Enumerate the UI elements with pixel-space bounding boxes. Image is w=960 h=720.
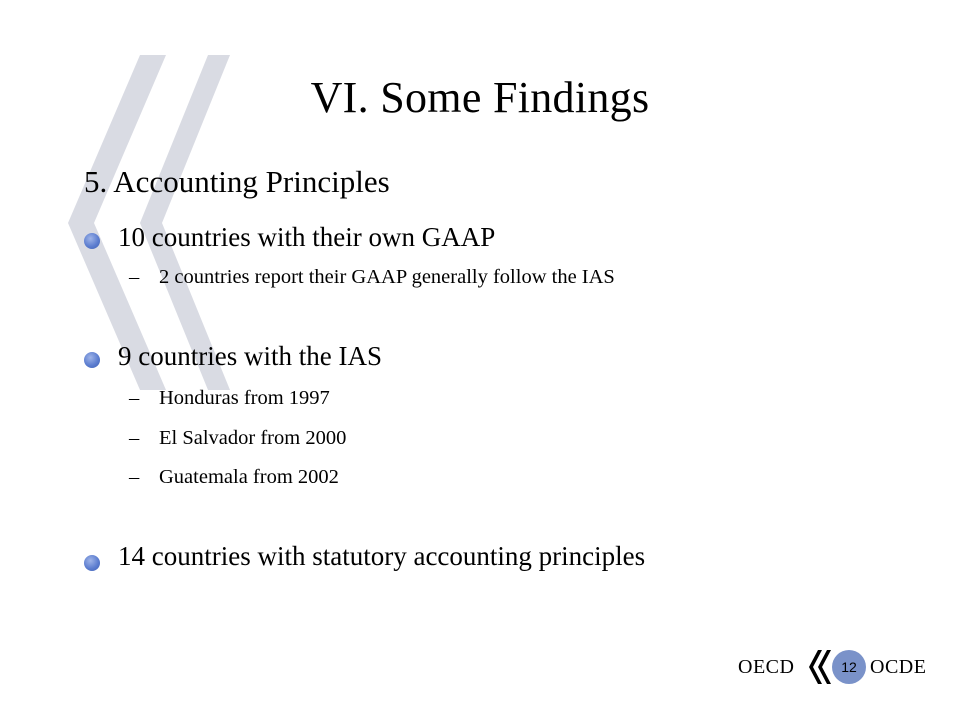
sub-bullet-item xyxy=(129,466,339,489)
bullet-dot-icon xyxy=(84,233,100,249)
sub-bullet-text: 2 countries report their GAAP generally follow the IAS xyxy=(159,266,615,288)
oecd-footer-logo xyxy=(738,648,938,688)
bullet-text: 9 countries with the IAS xyxy=(118,341,382,371)
bullet-dot-icon xyxy=(84,555,100,571)
bullet-text: 10 countries with their own GAAP xyxy=(118,222,496,252)
sub-bullet-item xyxy=(129,266,615,289)
sub-bullet-item xyxy=(129,427,346,450)
dash-marker: – xyxy=(129,427,140,449)
page-number-badge: 12 xyxy=(832,650,866,684)
dash-marker: – xyxy=(129,387,140,409)
sub-bullet-text: Guatemala from 2002 xyxy=(159,466,339,488)
footer-word-right: OCDE xyxy=(870,656,927,678)
dash-marker: – xyxy=(129,466,140,488)
bullet-text: 14 countries with statutory accounting principles xyxy=(118,541,646,571)
dash-marker: – xyxy=(129,266,140,288)
sub-bullet-text: El Salvador from 2000 xyxy=(159,427,347,449)
bullet-dot-icon xyxy=(84,352,100,368)
slide-title: VI. Some Findings xyxy=(310,73,650,122)
footer-word-left: OECD xyxy=(738,656,795,678)
sub-bullet-text: Honduras from 1997 xyxy=(159,387,330,409)
section-heading: 5. Accounting Principles xyxy=(84,164,390,199)
sub-bullet-item xyxy=(129,387,330,410)
